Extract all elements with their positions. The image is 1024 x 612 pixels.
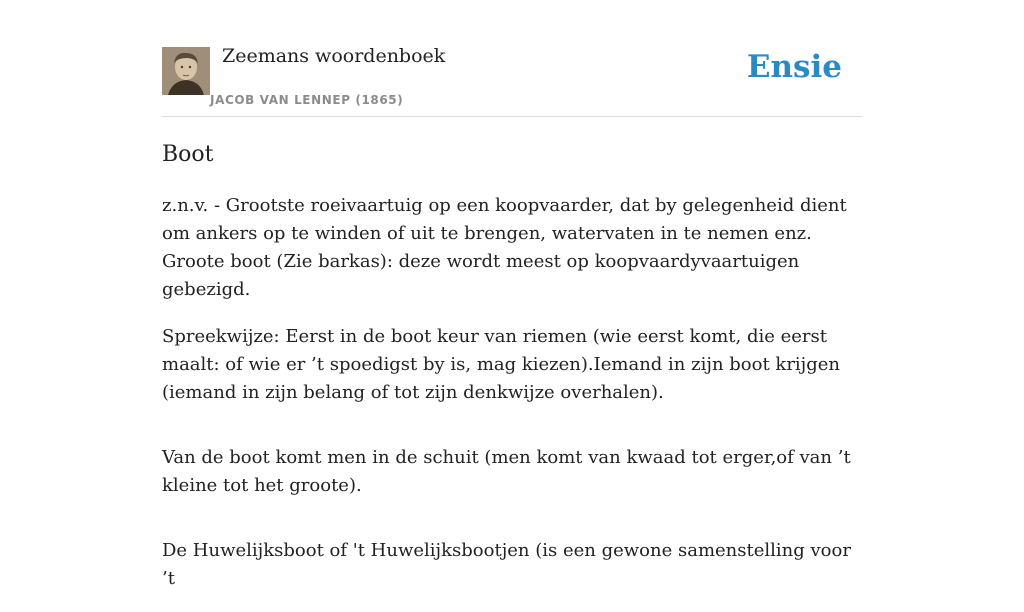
- page-header: [162, 0, 862, 117]
- idiom-paragraph: Spreekwijze: Eerst in de boot keur van riemen (wie eerst komt, die eerst maalt: of wie er ’t spoedigst by is, mag kiezen).Iemand in zijn boot krijgen (iemand in zijn belang of tot zijn denkwijze overhalen).: [162, 326, 841, 403]
- entry-title: Boot: [162, 142, 214, 167]
- author-name: JACOB VAN LENNEP (1865): [210, 93, 404, 107]
- idiom-paragraph: De Huwelijksboot of 't Huwelijksbootjen (is een gewone samenstelling voor ’t: [162, 540, 851, 589]
- ensie-logo[interactable]: Ensie: [746, 49, 842, 85]
- definition-paragraph: z.n.v. - Grootste roeivaartuig op een koopvaarder, dat by gelegenheid dient om ankers op te winden of uit te brengen, watervaten in te nemen enz. Groote boot (Zie barkas): deze wordt meest op koopvaardyvaartuigen gebezigd.: [162, 195, 847, 300]
- book-title-link[interactable]: Zeemans woordenboek: [222, 45, 446, 67]
- idiom-paragraph: Van de boot komt men in de schuit (men komt van kwaad tot erger,of van ’t kleine tot het groote).: [162, 447, 851, 496]
- entry-content: [162, 140, 862, 612]
- author-portrait-icon[interactable]: [162, 47, 210, 95]
